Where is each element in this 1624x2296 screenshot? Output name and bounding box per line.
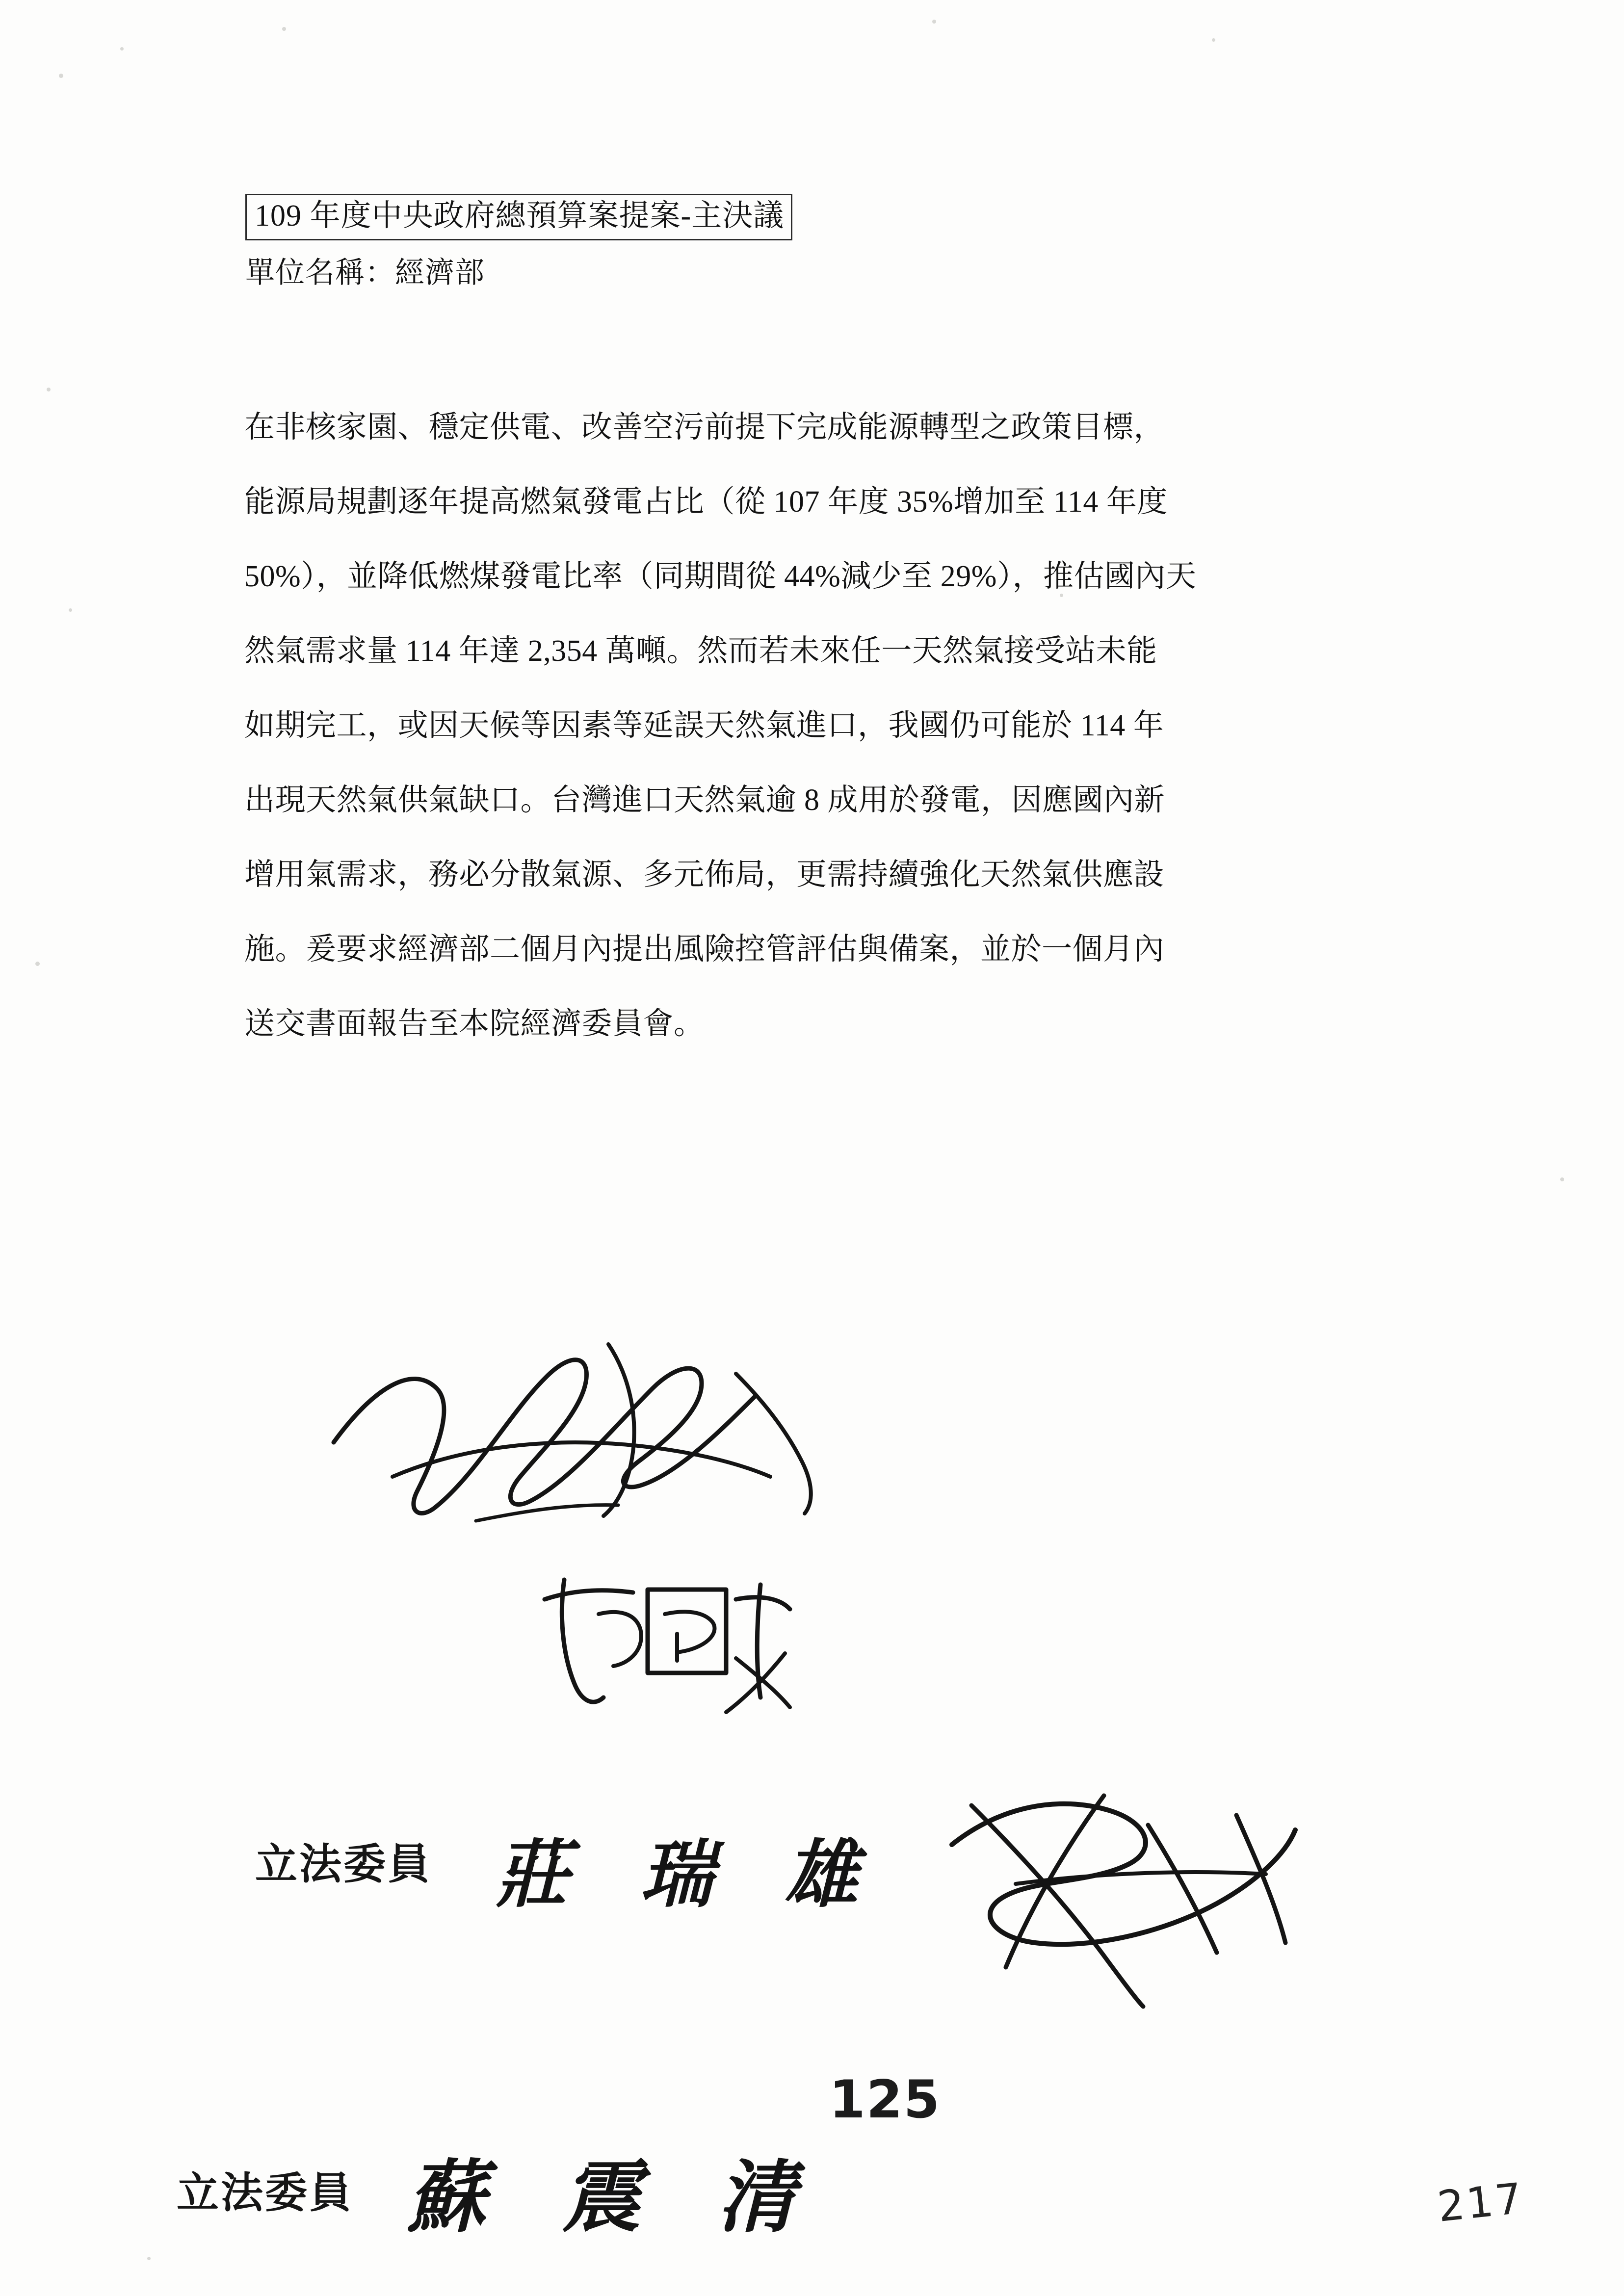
- scan-speck: [147, 2257, 151, 2260]
- scan-speck: [59, 74, 63, 78]
- scan-speck: [1212, 38, 1215, 42]
- body-line: 如期完工，或因天候等因素等延誤天然氣進口，我國仍可能於 114 年: [244, 709, 1164, 742]
- body-line: 然氣需求量 114 年達 2,354 萬噸。然而若未來任一天然氣接受站未能: [244, 634, 1157, 668]
- document-body: [244, 412, 1397, 1083]
- scan-speck: [69, 608, 72, 612]
- signature-handwritten-top-icon: [314, 1315, 854, 1540]
- signature-overlay-scribble-icon: [942, 1776, 1305, 2011]
- scan-speck: [282, 27, 286, 31]
- body-line: 50%），並降低燃煤發電比率（同期間從 44%減少至 29%），推估國內天: [244, 560, 1197, 593]
- scan-speck: [35, 962, 40, 966]
- body-line: 施。爰要求經濟部二個月內提出風險控管評估與備案，並於一個月內: [244, 933, 1165, 966]
- signature-guo-guo-wen-icon: [530, 1560, 805, 1727]
- body-line: 送交書面報告至本院經濟委員會。: [244, 1007, 705, 1041]
- body-line: 能源局規劃逐年提高燃氣發電占比（從 107 年度 35%增加至 114 年度: [244, 485, 1168, 519]
- signature-legislator-label: 立法委員: [177, 2169, 353, 2217]
- body-line: 增用氣需求，務必分散氣源、多元佈局，更需持續強化天然氣供應設: [244, 858, 1165, 891]
- signature-legislator-label: 立法委員: [255, 1841, 432, 1888]
- scan-speck: [120, 47, 124, 51]
- stamp-number: 125: [829, 2069, 941, 2130]
- body-line: 出現天然氣供氣缺口。台灣進口天然氣逾 8 成用於發電，因應國內新: [244, 783, 1165, 817]
- scan-speck: [1560, 1177, 1564, 1181]
- scan-speck: [47, 388, 51, 391]
- corner-page-number: 217: [1435, 2174, 1526, 2232]
- signature-legislator-su-zhen-qing: 蘇 震 清: [407, 2151, 820, 2243]
- scan-speck: [932, 20, 936, 24]
- body-line: 在非核家園、穩定供電、改善空污前提下完成能源轉型之政策目標，: [244, 411, 1165, 444]
- document-header: [245, 194, 1374, 291]
- signature-legislator-zhuang-rui-xiong: 莊 瑞 雄: [496, 1831, 881, 1918]
- unit-name-label: 單位名稱：經濟部: [245, 257, 485, 289]
- page-title: 109 年度中央政府總預算案提案-主決議: [245, 194, 792, 240]
